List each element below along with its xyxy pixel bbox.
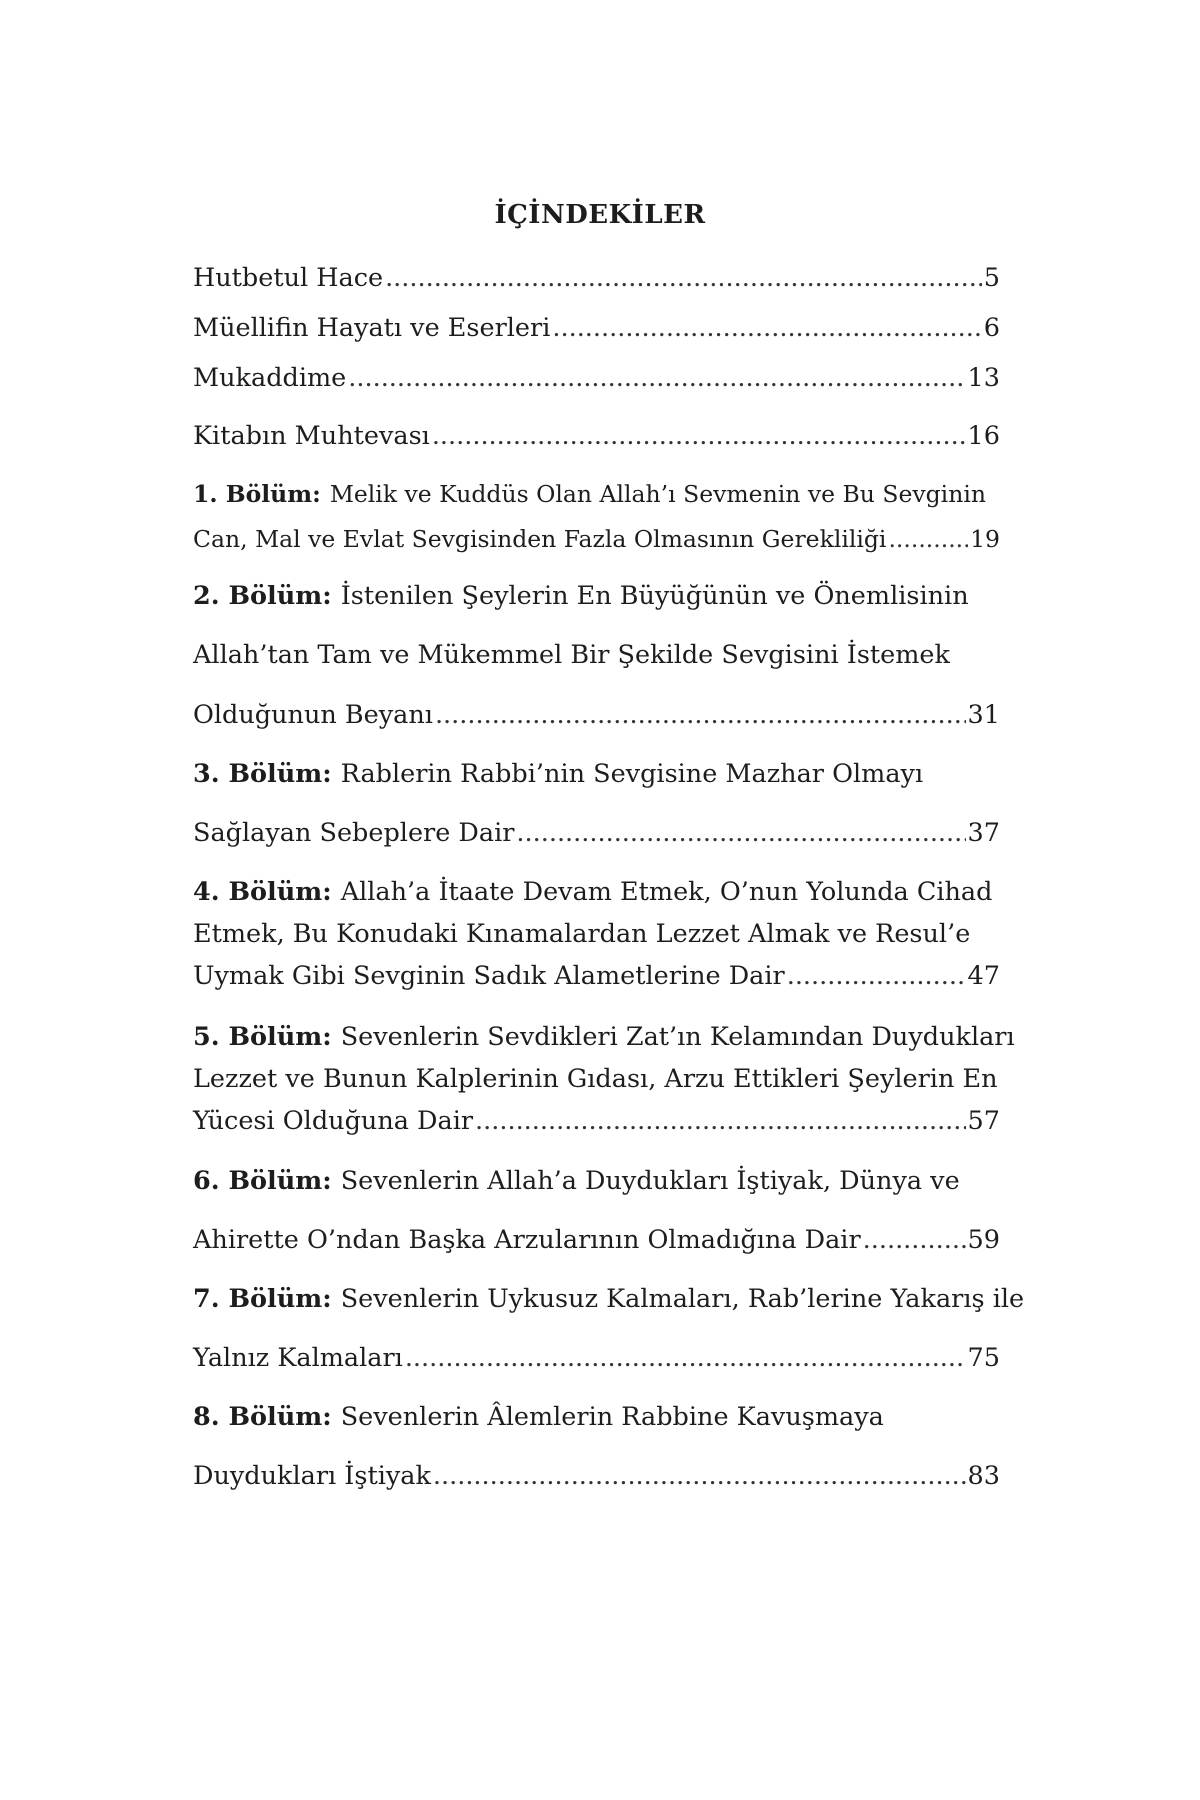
chapter-page: 75 — [967, 1343, 1000, 1373]
chapter-label: 7. Bölüm: — [193, 1284, 332, 1314]
chapter-title-text: Sevenlerin Sevdikleri Zat’ın Kelamından Duydukları — [340, 1022, 1015, 1052]
chapter-title-text: Uymak Gibi Sevginin Sadık Alametlerine Dair — [193, 961, 785, 991]
chapter-title-text: Ahirette O’ndan Başka Arzularının Olmadığına Dair — [193, 1225, 861, 1255]
dot-leader — [435, 700, 966, 730]
dot-leader — [787, 961, 966, 991]
chapter-page: 37 — [967, 818, 1000, 848]
chapter-8-line-1 — [193, 1402, 1000, 1432]
chapter-label: 3. Bölüm: — [193, 759, 332, 789]
dot-leader — [432, 421, 966, 451]
chapter-2-line-1 — [193, 581, 1000, 611]
chapter-title-text: Yalnız Kalmaları — [193, 1343, 403, 1373]
toc-entry — [193, 313, 1000, 343]
chapter-page: 57 — [967, 1106, 1000, 1136]
chapter-7-line-2 — [193, 1343, 1000, 1373]
chapter-title-text: Rablerin Rabbi’nin Sevgisine Mazhar Olmayı — [340, 759, 924, 789]
chapter-title-text: Sağlayan Sebeplere Dair — [193, 818, 515, 848]
toc-entry-page: 16 — [967, 421, 1000, 451]
toc-entry-page: 5 — [983, 263, 1000, 293]
chapter-5-line-2 — [193, 1064, 1000, 1094]
dot-leader — [348, 363, 965, 393]
toc-entry-title: Mukaddime — [193, 363, 347, 393]
chapter-title-text: Allah’a İtaate Devam Etmek, O’nun Yolunda Cihad — [340, 877, 993, 907]
chapter-title-text: İstenilen Şeylerin En Büyüğünün ve Önemlisinin — [340, 581, 969, 611]
chapter-title-text: Allah’tan Tam ve Mükemmel Bir Şekilde Sevgisini İstemek — [193, 640, 950, 670]
toc-entry-title: Hutbetul Hace — [193, 263, 384, 293]
dot-leader — [888, 525, 968, 553]
chapter-title-text: Sevenlerin Âlemlerin Rabbine Kavuşmaya — [340, 1402, 884, 1432]
chapter-page: 19 — [970, 525, 1000, 553]
toc-entry-page: 13 — [967, 363, 1000, 393]
page-title: İÇİNDEKİLER — [494, 200, 706, 230]
chapter-label: 6. Bölüm: — [193, 1166, 332, 1196]
chapter-8-line-2 — [193, 1461, 1000, 1491]
chapter-6-line-2 — [193, 1225, 1000, 1255]
chapter-4-line-1 — [193, 877, 1000, 907]
dot-leader — [475, 1106, 966, 1136]
dot-leader — [552, 313, 981, 343]
toc-entry — [193, 363, 1000, 393]
chapter-title-text: Sevenlerin Allah’a Duydukları İştiyak, Dünya ve — [340, 1166, 960, 1196]
chapter-page: 31 — [967, 700, 1000, 730]
chapter-page: 59 — [967, 1225, 1000, 1255]
chapter-label: 5. Bölüm: — [193, 1022, 332, 1052]
chapter-page: 47 — [967, 961, 1000, 991]
chapter-label: 8. Bölüm: — [193, 1402, 332, 1432]
chapter-title-text: Can, Mal ve Evlat Sevgisinden Fazla Olmasının Gerekliliği — [193, 525, 887, 553]
toc-entry — [193, 263, 1000, 293]
chapter-title-text: Sevenlerin Uykusuz Kalmaları, Rab’lerine Yakarış ile — [340, 1284, 1025, 1314]
chapter-2-line-3 — [193, 700, 1000, 730]
chapter-label: 4. Bölüm: — [193, 877, 332, 907]
chapter-4-line-3 — [193, 961, 1000, 991]
chapter-3-line-2 — [193, 818, 1000, 848]
chapter-6-line-1 — [193, 1166, 1000, 1196]
dot-leader — [516, 818, 965, 848]
dot-leader — [405, 1343, 966, 1373]
chapter-title-text: Etmek, Bu Konudaki Kınamalardan Lezzet Almak ve Resul’e — [193, 919, 971, 949]
chapter-1-line-2 — [193, 525, 1000, 553]
chapter-5-line-1 — [193, 1022, 1015, 1052]
chapter-title-text: Lezzet ve Bunun Kalplerinin Gıdası, Arzu Ettikleri Şeylerin En — [193, 1064, 998, 1094]
toc-entry — [193, 421, 1000, 451]
chapter-5-line-3 — [193, 1106, 1000, 1136]
chapter-label: 1. Bölüm: — [193, 480, 321, 508]
chapter-page: 83 — [967, 1461, 1000, 1491]
chapter-label: 2. Bölüm: — [193, 581, 332, 611]
toc-entry-title: Kitabın Muhtevası — [193, 421, 430, 451]
dot-leader — [385, 263, 982, 293]
chapter-1-line-1 — [193, 480, 1000, 508]
chapter-title-text: Duydukları İştiyak — [193, 1461, 431, 1491]
toc-entry-page: 6 — [983, 313, 1000, 343]
chapter-7-line-1 — [193, 1284, 1025, 1314]
chapter-3-line-1 — [193, 759, 1000, 789]
chapter-4-line-2 — [193, 919, 1000, 949]
chapter-title-text: Yücesi Olduğuna Dair — [193, 1106, 474, 1136]
dot-leader — [433, 1461, 966, 1491]
chapter-title-text: Olduğunun Beyanı — [193, 700, 433, 730]
chapter-title-text: Melik ve Kuddüs Olan Allah’ı Sevmenin ve Bu Sevginin — [329, 480, 986, 508]
chapter-2-line-2 — [193, 640, 1000, 670]
dot-leader — [863, 1225, 966, 1255]
toc-entry-title: Müellifin Hayatı ve Eserleri — [193, 313, 551, 343]
